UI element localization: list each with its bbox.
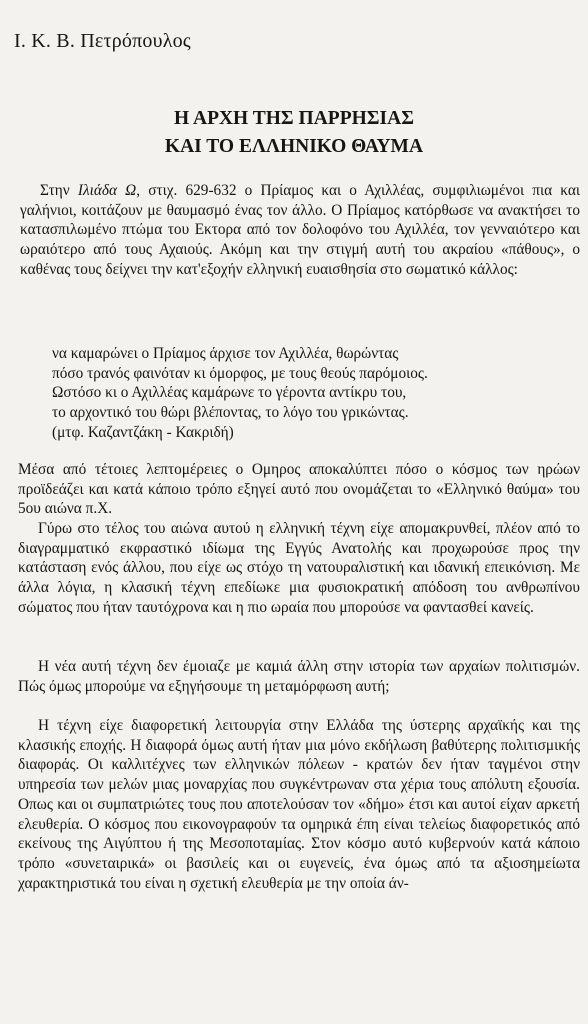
quote-line: πόσο τρανός φαινόταν κι όμορφος, με τους θεούς παρόμοιος.: [52, 364, 428, 382]
chapter-title: [0, 105, 588, 161]
paragraph-homer: Μέσα από τέτοιες λεπτομέρειες ο Ομηρος αποκαλύπτει πόσο ο κόσμος των ηρώων προϊδεάζει και κατά κάποιο τρόπο εξηγεί αυτό που ονομάζεται το «Ελληνικό θαύμα» του 5ου αιώνα π.Χ.: [18, 461, 580, 518]
quote-line: να καμαρώνει ο Πρίαμος άρχισε τον Αχιλλέα, θωρώντας: [52, 345, 399, 362]
quote-line: Ωστόσο κι ο Αχιλλέας καμάρωνε το γέροντα αντίκρυ του,: [52, 384, 407, 402]
iliad-quotation: [52, 344, 572, 443]
intro-text-rest: , στιχ. 629-632 ο Πρίαμος και ο Αχιλλέας, συμφιλιωμένοι πια και γαλήνιοι, κοιτάζουν με θαυμασμό ένας τον άλλο. Ο Πρίαμος κατόρθωσε να ανακτήσει το κατασπιλωμένο πτώμα του Εκτορα από τον δολοφόνο του Αχιλλέα, τον γενναιότερο και ωραιότερο από τους Αχαιούς. Ακόμη και την στιγμή αυτή του ακραίου «πάθους», ο καθένας τους δείχνει την κατ'εξοχήν ελληνική ευαισθησία στο σωματικό κάλλος:: [20, 182, 580, 278]
chapter-title-line-1: Η ΑΡΧΗ ΤΗΣ ΠΑΡΡΗΣΙΑΣ: [174, 108, 414, 129]
chapter-title-line-2: ΚΑΙ ΤΟ ΕΛΛΗΝΙΚΟ ΘΑΥΜΑ: [164, 136, 424, 157]
paragraph-art-function: Η τέχνη είχε διαφορετική λειτουργία στην Ελλάδα της ύστερης αρχαϊκής και της κλασικής εποχής. Η διαφορά όμως αυτή ήταν μια μόνο εκδήλωση βαθύτερης πολιτισμικής διαφοράς. Οι καλλιτέχνες των ελληνικών πόλεων - κρατών δεν ήταν ταγμένοι στην υπηρεσία των μελών μιας μοναρχίας που συγκέντρωναν στα χέρια τους απόλυτη εξουσία. Οπως και οι συμπατριώτες τους που αποτελούσαν τον «δήμο» έτσι και αυτοί είχαν αρκετή ελευθερία. Ο κόσμος που εικονογραφούν τα ομηρικά έπη είναι τελείως διαφορετικός από εκείνους της Αιγύπτου ή της Μεσοποταμίας. Στον κόσμο αυτό κυβερνούν κατά κάποιο τρόπο «συνεταιρικά» οι βασιλείς και οι ευγενείς, ένα όμως από τα αξιοσημείωτα χαρακτηριστικά του είναι η σχετική ελευθερία με την οποία άν-: [18, 717, 580, 892]
paragraph-intro: [20, 181, 580, 280]
quote-line: το αρχοντικό του θώρι βλέποντας, το λόγο του γρικώντας.: [52, 404, 409, 422]
iliad-reference: Ιλιάδα Ω: [77, 182, 137, 199]
intro-text-start: Στην: [40, 182, 78, 199]
author-header: Ι. Κ. Β. Πετρόπουλος: [14, 30, 191, 52]
paragraph-greek-art: Γύρω στο τέλος του αιώνα αυτού η ελληνική τέχνη είχε απομακρυνθεί, πλέον από το διαγραμματικό εκφραστικό ιδίωμα της Εγγύς Ανατολής και προχωρούσε προς την κατάσταση ενός άλλου, που είχε ως στόχο τη νατουραλιστική και ιδανική επεικόνιση. Με άλλα λόγια, η κλασική τέχνη επεδίωκε μια φυσιοκρατική απόδοση του ανθρωπίνου σώματος που ήταν ταυτόχρονα και η πιο ωραία που μπορούσε να φαντασθεί κανείς.: [18, 520, 580, 616]
quote-translator: (μτφ. Καζαντζάκη - Κακριδή): [52, 423, 234, 441]
paragraph-new-art: Η νέα αυτή τέχνη δεν έμοιαζε με καμιά άλλη στην ιστορία των αρχαίων πολιτισμών. Πώς όμως μπορούμε να εξηγήσουμε τη μεταμόρφωση αυτή;: [18, 658, 580, 695]
